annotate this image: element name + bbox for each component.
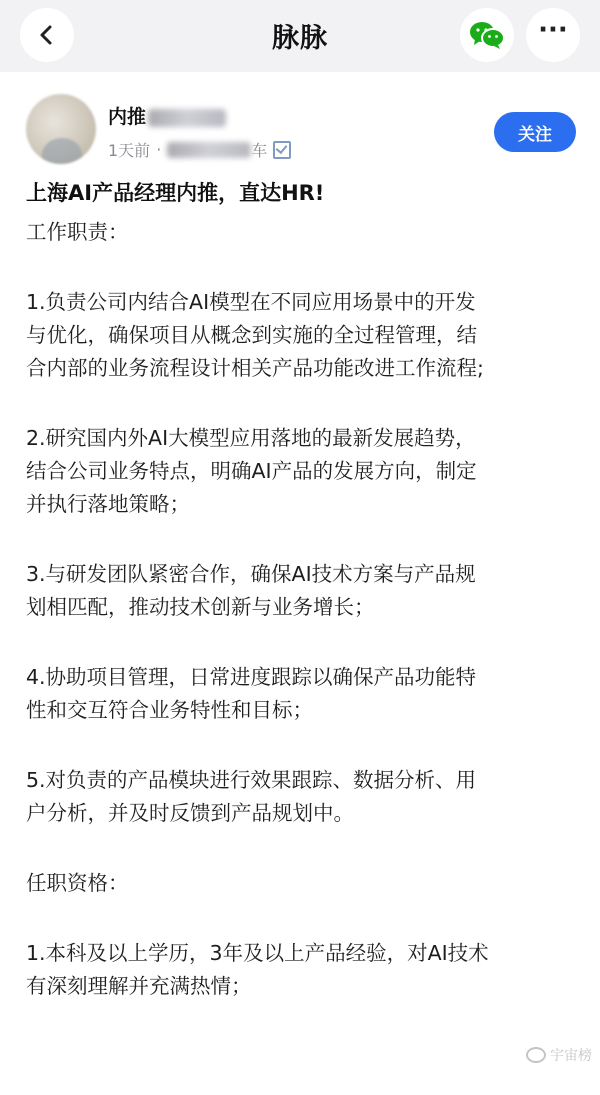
post-author-header xyxy=(0,72,600,172)
duty-line: 户分析，并及时反馈到产品规划中。 xyxy=(26,801,354,825)
redacted-company-blur xyxy=(167,142,251,158)
author-meta xyxy=(108,138,291,161)
section-heading: 工作职责： xyxy=(26,220,129,244)
more-options-button[interactable] xyxy=(526,8,580,62)
verified-icon xyxy=(273,141,291,159)
duty-line: 1.负责公司内结合AI模型在不同应用场景中的开发 xyxy=(26,290,476,314)
weibo-logo-icon xyxy=(526,1047,546,1063)
follow-button[interactable]: 关注 xyxy=(494,112,576,152)
wechat-share-button[interactable] xyxy=(460,8,514,62)
top-nav-bar xyxy=(0,0,600,72)
author-name-text: 内推 xyxy=(108,106,147,128)
duty-line: 5.对负责的产品模块进行效果跟踪、数据分析、用 xyxy=(26,768,477,792)
more-dots-icon: ··· xyxy=(538,15,568,45)
duty-line: 3.与研发团队紧密合作，确保AI技术方案与产品规 xyxy=(26,562,476,586)
duty-line: 合内部的业务流程设计相关产品功能改进工作流程; xyxy=(26,356,484,380)
page-title: 脉脉 xyxy=(272,23,328,54)
duty-line: 并执行落地策略； xyxy=(26,492,190,516)
duty-line: 与优化，确保项目从概念到实施的全过程管理，结 xyxy=(26,323,477,347)
post-time: 1天前 xyxy=(108,141,151,160)
post-title: 上海AI产品经理内推，直达HR! xyxy=(26,181,325,205)
avatar[interactable] xyxy=(26,94,96,164)
duty-line: 4.协助项目管理，日常进度跟踪以确保产品功能特 xyxy=(26,665,477,689)
requirement-line: 1.本科及以上学历，3年及以上产品经验，对AI技术 xyxy=(26,941,489,965)
post-content xyxy=(26,178,582,1003)
duty-line: 结合公司业务特点，明确AI产品的发展方向，制定 xyxy=(26,459,477,483)
wechat-icon xyxy=(469,20,505,50)
requirement-line: 有深刻理解并充满热情； xyxy=(26,974,252,998)
watermark-text: 宇宙榜 xyxy=(550,1048,592,1064)
section-heading: 任职资格： xyxy=(26,871,129,895)
duty-line: 2.研究国内外AI大模型应用落地的最新发展趋势， xyxy=(26,426,476,450)
duty-line: 划相匹配，推动技术创新与业务增长； xyxy=(26,595,375,619)
duty-line: 性和交互符合业务特性和目标； xyxy=(26,698,313,722)
meta-separator: · xyxy=(156,140,162,159)
watermark xyxy=(526,1045,592,1065)
meta-tail-text: 车 xyxy=(251,141,268,160)
redacted-name-blur xyxy=(148,109,226,127)
author-name[interactable] xyxy=(108,102,226,129)
